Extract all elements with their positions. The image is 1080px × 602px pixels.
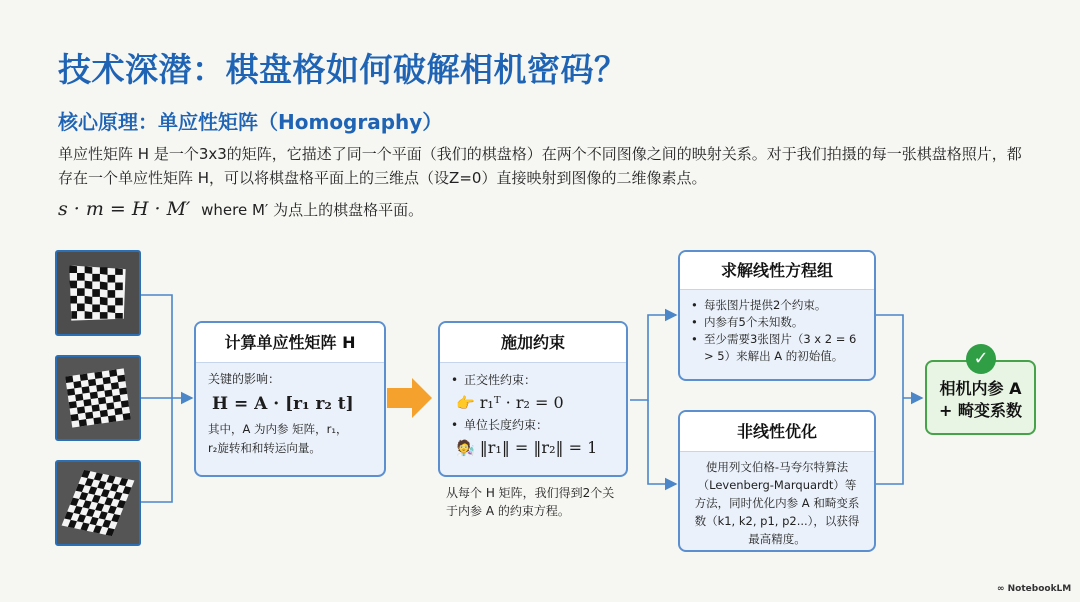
unit-length-constraint: • 单位长度约束： <box>450 416 616 435</box>
result-line-2: + 畸变系数 <box>939 401 1022 420</box>
list-item: • 每张图片提供2个约束。 <box>690 297 864 314</box>
nonlinear-optimization-box <box>678 410 876 552</box>
homography-decomposition: H = A · [r₁ r₂ t] <box>212 394 354 414</box>
formula-where: where M′ 为点上的棋盘格平面。 <box>201 201 424 219</box>
constraints-box-title: 施加约束 <box>440 323 626 363</box>
orthogonality-expr: r₁ᵀ · r₂ = 0 <box>479 393 564 412</box>
merge-bracket <box>876 315 903 484</box>
page-title: 技术深潜：棋盘格如何破解相机密码？ <box>58 50 628 89</box>
notebooklm-logo-icon: ∞ <box>997 584 1005 594</box>
nonlinear-box-text: 使用列文伯格-马夸尔特算法（Levenberg-Marquardt）等方法，同时优化内参 A 和畸变系数（k1, k2, p1, p2...），以获得最高精度。 <box>694 460 860 546</box>
pointing-hand-icon: 👉 <box>456 394 475 412</box>
brand-watermark <box>997 584 1071 594</box>
compute-box-note-1: 其中，A 为内参 矩阵，r₁， <box>208 422 348 436</box>
checkerboard-icon <box>57 357 139 439</box>
checkerboard-icon <box>57 462 139 544</box>
brand-label: NotebookLM <box>1007 584 1072 594</box>
compute-box-note-2: r₂旋转和和转运向量。 <box>208 441 321 455</box>
orange-arrow-icon <box>387 378 432 418</box>
description-text: 单应性矩阵 H 是一个3x3的矩阵，它描述了同一个平面（我们的棋盘格）在两个不同图像之间的映射关系。对于我们拍摄的每一张棋盘格照片，都存在一个单应性矩阵 H，可以将棋盘格平面上的三维点（设Z=0）直接映射到图像的二维像素点。 <box>58 145 1022 187</box>
checkerboard-photo-3 <box>55 460 141 546</box>
orthogonality-equation <box>456 393 616 412</box>
compute-homography-box <box>194 321 386 477</box>
unit-length-expr: ‖r₁‖ = ‖r₂‖ = 1 <box>479 438 598 457</box>
compute-box-label: 关键的影响： <box>208 372 281 386</box>
linear-box-list <box>680 290 874 372</box>
compute-box-title: 计算单应性矩阵 H <box>196 323 384 363</box>
checkerboard-photo-2 <box>55 355 141 441</box>
constraints-caption: 从每个 H 矩阵，我们得到2个关于内参 A 的约束方程。 <box>446 486 615 518</box>
checkerboard-icon <box>57 252 139 334</box>
linear-system-box <box>678 250 876 381</box>
arrow-to-nonlinear <box>648 400 676 484</box>
constraints-box <box>438 321 628 477</box>
unit-length-equation <box>456 438 616 457</box>
section-subtitle: 核心原理：单应性矩阵（Homography） <box>58 110 443 134</box>
linear-box-title: 求解线性方程组 <box>680 252 874 290</box>
checkerboard-photo-1 <box>55 250 141 336</box>
nonlinear-box-title: 非线性优化 <box>680 412 874 452</box>
avatar-icon: 🧑‍🔬 <box>456 439 475 457</box>
checkmark-icon: ✓ <box>966 344 996 374</box>
orthogonality-constraint: • 正交性约束： <box>450 371 616 390</box>
formula-expression: s · m = H · M′ <box>58 198 191 220</box>
list-item: • 至少需要3张图片（3 x 2 = 6 > 5）来解出 A 的初始值。 <box>690 331 864 365</box>
arrow-to-linear <box>630 315 676 400</box>
list-item: • 内参有5个未知数。 <box>690 314 864 331</box>
result-line-1: 相机内参 A <box>939 379 1022 398</box>
